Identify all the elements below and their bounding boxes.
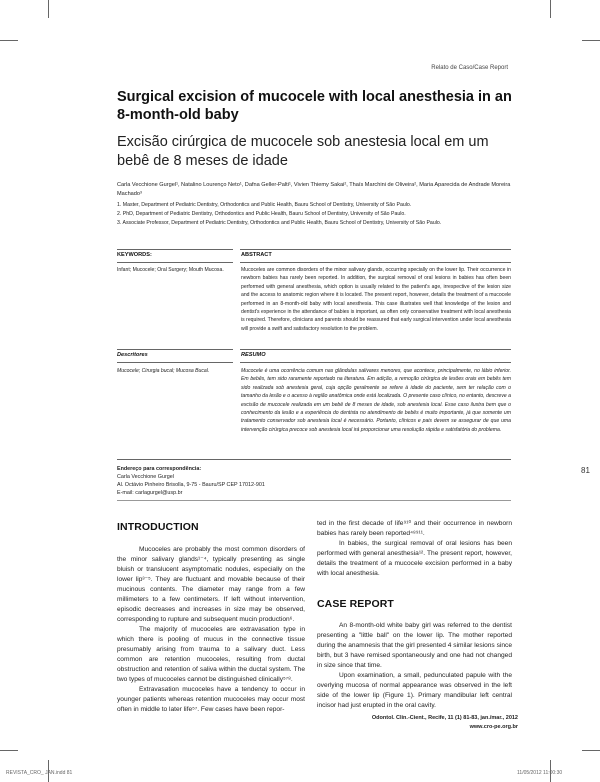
paragraph: ted in the first decade of life⁹¹⁰ and their occurrence in newborn babies has rarely been reported⁴⁸⁹¹¹. (317, 520, 512, 537)
crop-mark (0, 750, 18, 751)
affiliation-3: 3. Associate Professor, Department of Pediatric Dentistry, Orthodontics and Public Health, Bauru School of Dentistry, University of São Paulo. (117, 220, 442, 226)
correspondence-heading: Endereço para correspondência: (117, 466, 202, 472)
correspondence-name: Carla Vecchione Gurgel (117, 474, 174, 480)
abstract-text: Mucoceles are common disorders of the minor salivary glands, occurring specially on the lower lip. Their occurrence in newborn babies has rarely been reported. In addition, the surgical removal of oral lesions in babies has often been performed with general anesthesia, which option is usually related to the patient's age, irrespective of the lesion size and the access to anatomic region where it is located. The present report, however, details the treatment of a mucocele performed in an 8-month-old baby with local anesthesia. This case illustrates well that knowledge of the lesion and dentist's experience in the attendance of babies is important, as often only conservative treatment with local anesthesia is required. Therefore, clinicians and parents should be reassured that early surgical intervention under local anesthesia will provide a swift and satisfactory resolution to the problem. (241, 267, 511, 332)
correspondence (117, 465, 347, 497)
resumo-text: Mucocele é uma ocorrência comum nas glândulas salivares menores, que acontece, principalmente, no lábio inferior. Em bebês, tem sido raramente reportado na literatura. Em adição, a remoção cirúrgica de lesões orais em bebês tem sido realizada sob anestesia geral, cuja opção geralmente se refere à idade do paciente, sem ter relação com o tamanho da lesão e o acesso à região anatômica onde está localizada. O presente caso clínico, no entanto, descreve a excisão de mucocele realizada em um bebê de 8 meses de idade, sob anestesia local. Esse caso ilustra bem que o conhecimento da lesão e a experiência do dentista no atendimento de bebês é muito importante, já que somente um tratamento conservador sob anestesia local é necessário. Portanto, clínicos e pais devem se assegurar de que uma intervenção cirúrgica precoce sob anestesia local irá proporcionar uma resolução rápida e satisfatória do problema. (241, 368, 511, 433)
descritores-label: Descritores (117, 352, 148, 358)
running-head: Relato de Caso/Case Report (431, 65, 508, 71)
printer-slug: REVISTA_CRO_ JAN.indd 81 (6, 770, 73, 776)
case-report-body (317, 621, 512, 711)
rule-abstract-mid (240, 262, 511, 263)
crop-mark (0, 40, 18, 41)
footer-citation-block (340, 714, 518, 732)
affiliation-1: 1. Master, Department of Pediatric Dentistry, Orthodontics and Public Health, Bauru School of Dentistry, University of São Paulo. (117, 202, 412, 208)
page-number: 81 (581, 466, 590, 475)
rule-descritores-top (117, 349, 233, 350)
rule-abstract-bottom (117, 459, 511, 460)
keywords-label: KEYWORDS: (117, 252, 152, 258)
crop-mark (582, 40, 600, 41)
introduction-heading: INTRODUCTION (117, 521, 199, 533)
title-english: Surgical excision of mucocele with local anesthesia in an 8-month-old baby (117, 89, 512, 123)
affiliation-2: 2. PhD, Department of Pediatric Dentistry, Orthodontics and Public Health, Bauru School of Dentistry, University of São Paulo. (117, 211, 406, 217)
paragraph: Mucoceles are probably the most common disorders of the minor salivary glands¹⁻⁴, typically presenting as single bluish or translucent asymptomatic nodules, especially on the lower lip³⁻⁵. They are fluctuant and movable because of their mucinous contents. The diameter may range from a few millimeters to a few centimeters. If left without intervention, episodic decreases and increases in size may be observed, corresponding to rupture and subsequent mucin production⁶. (117, 546, 305, 623)
keywords-text: Infant; Mucocele; Oral Surgery; Mouth Mucosa. (117, 267, 224, 273)
printer-slug-date: 11/05/2012 11:00:30 (517, 770, 563, 776)
right-column-body (317, 519, 512, 579)
resumo-label: RESUMO (241, 352, 266, 358)
rule-keywords-mid (117, 262, 233, 263)
crop-mark (582, 750, 600, 751)
footer-url: www.cro-pe.org.br (469, 724, 518, 730)
rule-resumo-mid (240, 362, 511, 363)
correspondence-email: E-mail: carlagurgel@usp.br (117, 490, 183, 496)
paragraph: Extravasation mucoceles have a tendency to occur in younger patients whereas retention mucoceles may occur most often in middle to later life⁵⁷. Few cases have been repor- (117, 686, 305, 713)
descritores-text: Mucocele; Cirurgia bucal; Mucosa Bucal. (117, 368, 210, 374)
affiliations (117, 201, 517, 228)
case-report-heading: CASE REPORT (317, 598, 394, 610)
abstract-label: ABSTRACT (241, 252, 272, 258)
paragraph: In babies, the surgical removal of oral lesions has been performed with general anesthesia¹². The present report, however, details the treatment of a mucocele excision performed in a baby with local anesthesia. (317, 540, 512, 577)
footer-citation: Odontol. Clín.-Cient., Recife, 11 (1) 81-83, jan./mar., 2012 (371, 715, 518, 721)
title-portuguese: Excisão cirúrgica de mucocele sob anestesia local em um bebê de 8 meses de idade (117, 134, 489, 169)
rule-resumo-top (240, 349, 511, 350)
author-list: Carla Vecchione Gurgel¹, Natalino Lourenço Neto¹, Dafna Geller-Palti¹, Vivien Thiemy Sakai², Thaís Marchini de Oliveira², Maria Aparecida de Andrade Moreira Machado³ (117, 182, 511, 197)
crop-mark (48, 0, 49, 18)
paragraph: The majority of mucoceles are extravasation type in which there is pooling of mucus in the connective tissue presumably arising from trauma to a salivary duct. Less common are retention mucoceles, resulting from ductal obstruction and retention of saliva within the ductal system. The two types of mucoceles cannot be distinguished clinically⁵⁷⁸. (117, 626, 305, 683)
rule-abstract-top (240, 249, 511, 250)
correspondence-address: Al. Octávio Pinheiro Brisolla, 9-75 - Bauru/SP CEP 17012-901 (117, 482, 265, 488)
rule-descritores-mid (117, 362, 233, 363)
crop-mark (550, 0, 551, 18)
rule-keywords-top (117, 249, 233, 250)
introduction-body (117, 545, 305, 715)
rule-correspondence-bottom (117, 500, 511, 501)
paragraph: Upon examination, a small, pedunculated papule with the overlying mucosa of normal appearance was observed in the left side of the lower lip (Figure 1). Primary mandibular left central incisor had just erupted in the oral cavity. (317, 672, 512, 709)
paragraph: An 8-month-old white baby girl was referred to the dentist presenting a "little ball" on the lower lip. The mother reported during the anamnesis that the girl presented 4 similar lesions since birth, but 3 have remised spontaneously and one had not changed in size since that time. (317, 622, 512, 669)
